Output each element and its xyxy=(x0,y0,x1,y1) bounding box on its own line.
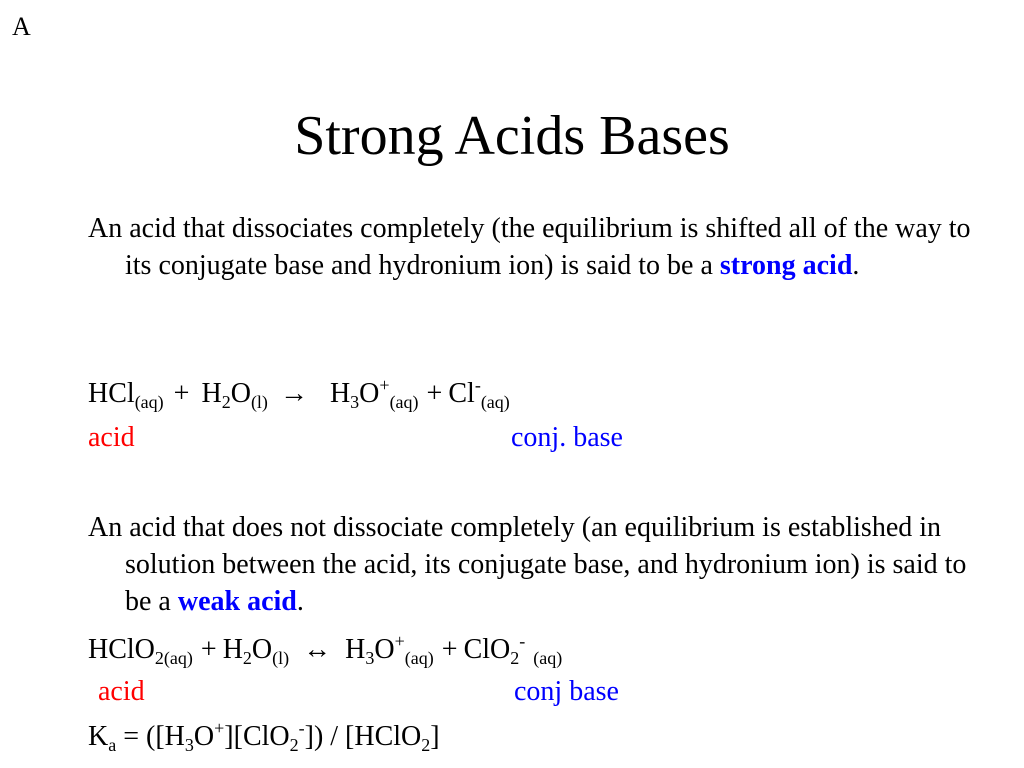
strong-acid-equation xyxy=(88,377,510,411)
charge: + xyxy=(214,718,225,738)
equilibrium-arrow-icon: ↔ xyxy=(303,634,332,665)
subscript: 2(aq) xyxy=(154,648,193,668)
conj-base-label: conj. base xyxy=(511,422,623,453)
charge: - xyxy=(298,718,305,738)
acid-label: acid xyxy=(88,422,135,453)
definition-text: An acid that does not dissociate completely (an equilibrium is established in solution between the acid, its conjugate base, and hydronium ion) is said to be a xyxy=(88,512,967,617)
reactant-water-o: O xyxy=(230,378,251,409)
reactant-water: H xyxy=(222,634,243,665)
subscript: a xyxy=(108,735,117,755)
subscript: 3 xyxy=(350,392,360,412)
product-hydronium-o: O xyxy=(359,378,380,409)
charge: - xyxy=(519,631,526,651)
weak-acid-equation xyxy=(88,633,562,667)
slide-corner-label: A xyxy=(12,12,31,41)
charge: + xyxy=(379,375,390,395)
acid-label: acid xyxy=(98,676,145,707)
slide-title: Strong Acids Bases xyxy=(294,105,730,167)
state-label: (aq) xyxy=(480,392,510,412)
state-label: (aq) xyxy=(134,392,164,412)
reaction-arrow-icon: → xyxy=(279,378,308,409)
definition-text: An acid that dissociates completely (the equilibrium is shifted all of the way to its conjugate base and hydronium ion) is said to be a xyxy=(88,213,971,281)
subscript: 2 xyxy=(221,392,231,412)
weak-acid-definition xyxy=(88,509,995,620)
state-label: (l) xyxy=(272,648,290,668)
strong-acid-definition xyxy=(88,210,995,284)
subscript: 2 xyxy=(510,648,520,668)
plus-sign: + xyxy=(200,634,217,665)
state-label: (aq) xyxy=(404,648,434,668)
ka-part: = ([H xyxy=(116,721,185,752)
reactant-water-o: O xyxy=(251,634,273,665)
ka-part: ][ClO xyxy=(224,721,290,752)
product-chlorite: ClO xyxy=(463,634,511,665)
product-chloride: Cl xyxy=(448,378,475,409)
reactant-hclo2: HClO xyxy=(88,634,155,665)
ka-expression xyxy=(88,720,440,754)
subscript: 2 xyxy=(289,735,299,755)
subscript: 2 xyxy=(421,735,431,755)
subscript: 2 xyxy=(242,648,252,668)
definition-end: . xyxy=(296,586,304,617)
product-hydronium-o: O xyxy=(374,634,395,665)
product-hydronium: H xyxy=(345,634,366,665)
ka-part: ]) / [HClO xyxy=(304,721,422,752)
strong-acid-term: strong acid xyxy=(719,250,853,281)
ka-part: O xyxy=(193,721,215,752)
charge: - xyxy=(474,375,481,395)
product-hydronium: H xyxy=(329,378,351,409)
reactant-water: H xyxy=(201,378,222,409)
state-label: (l) xyxy=(250,392,268,412)
weak-acid-term: weak acid xyxy=(177,586,297,617)
state-label: (aq) xyxy=(389,392,419,412)
charge: + xyxy=(394,631,405,651)
plus-sign: + xyxy=(173,378,190,409)
ka-part: ] xyxy=(430,721,440,752)
definition-end: . xyxy=(852,250,860,281)
subscript: 3 xyxy=(184,735,194,755)
state-label: (aq) xyxy=(533,648,563,668)
plus-sign: + xyxy=(441,634,458,665)
ka-symbol: K xyxy=(88,721,109,752)
plus-sign: + xyxy=(426,378,443,409)
subscript: 3 xyxy=(365,648,375,668)
reactant-hcl: HCl xyxy=(88,378,135,409)
conj-base-label: conj base xyxy=(514,676,619,707)
